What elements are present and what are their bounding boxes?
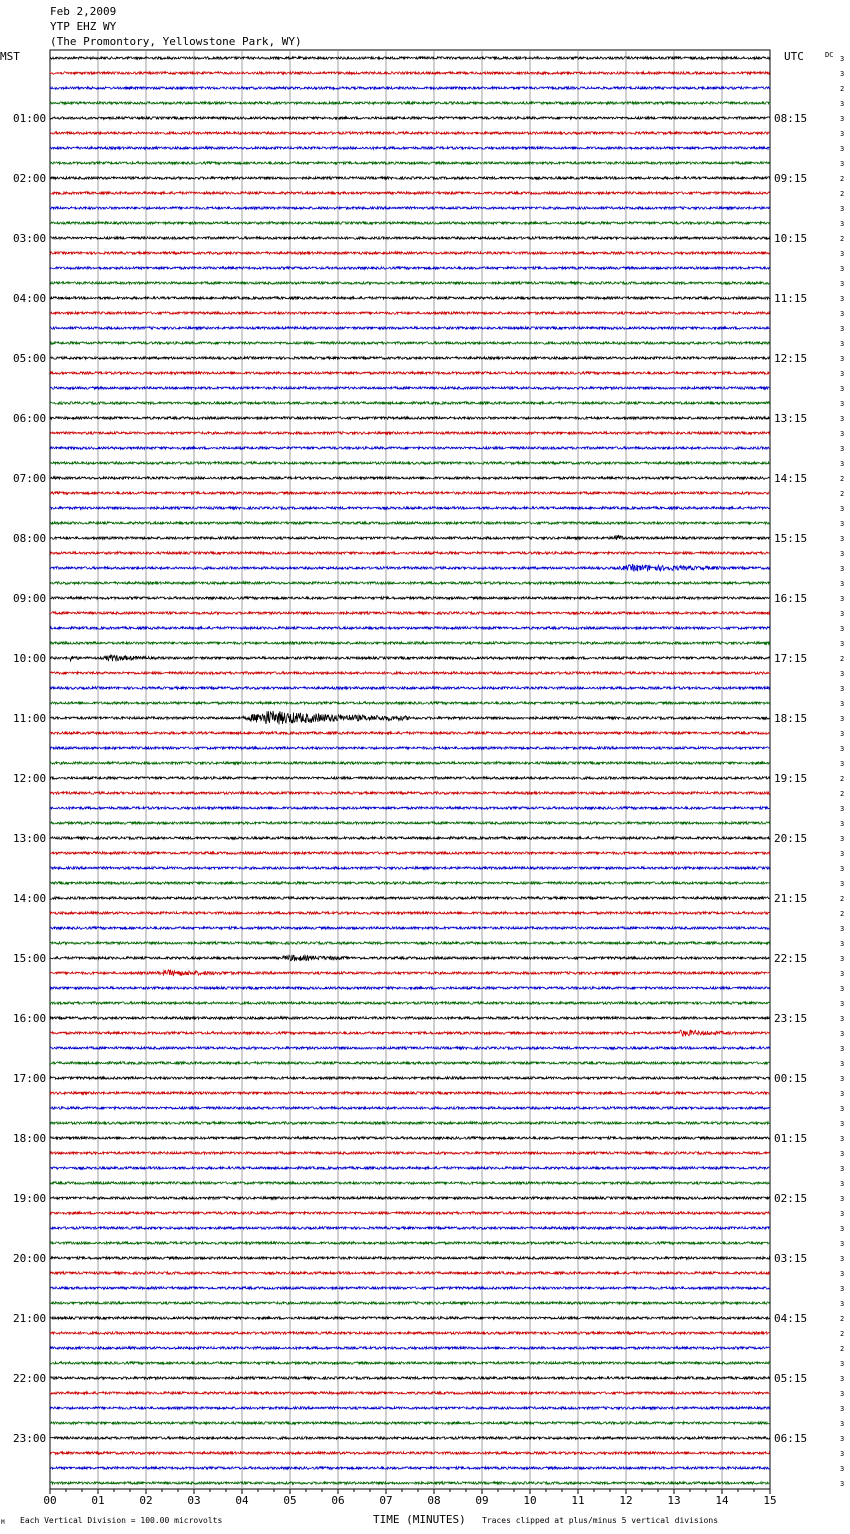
seismic-trace: [50, 342, 770, 345]
seismic-trace: [50, 402, 770, 405]
dc-offset-value: 2: [840, 910, 845, 918]
seismic-trace: [50, 177, 770, 180]
dc-offset-value: 3: [840, 550, 845, 558]
dc-offset-value: 3: [840, 310, 845, 318]
dc-offset-value: 3: [840, 430, 845, 438]
utc-hour-label: 23:15: [774, 1012, 808, 1025]
seismic-trace: [50, 147, 770, 150]
utc-hour-label: 19:15: [774, 772, 808, 785]
utc-hour-label: 13:15: [774, 412, 808, 425]
seismic-trace: [50, 1272, 770, 1275]
dc-offset-value: 3: [840, 250, 845, 258]
seismic-trace: [50, 1197, 770, 1200]
dc-offset-value: 3: [840, 985, 845, 993]
utc-hour-label: 14:15: [774, 472, 808, 485]
seismic-trace: [50, 672, 770, 675]
seismic-trace: [50, 162, 770, 165]
dc-offset-value: 3: [840, 160, 845, 168]
dc-offset-value: 3: [840, 1405, 845, 1413]
dc-offset-value: 3: [840, 1480, 845, 1488]
dc-offset-value: 3: [840, 205, 845, 213]
seismic-trace: [50, 1122, 770, 1125]
seismic-trace: [50, 867, 770, 870]
seismic-trace: [50, 597, 770, 600]
dc-offset-value: 3: [840, 1165, 845, 1173]
seismic-trace: [50, 1047, 770, 1050]
seismic-trace: [50, 822, 770, 825]
seismic-trace: [50, 207, 770, 210]
dc-offset-value: 3: [840, 1135, 845, 1143]
mst-hour-label: 01:00: [13, 112, 47, 125]
seismic-trace: [50, 87, 770, 90]
utc-hour-label: 05:15: [774, 1372, 808, 1385]
utc-hour-label: 11:15: [774, 292, 808, 305]
seismic-trace: [50, 1347, 770, 1350]
seismic-trace: [50, 1092, 770, 1095]
dc-offset-value: 3: [840, 1075, 845, 1083]
dc-offset-value: 3: [840, 685, 845, 693]
seismic-trace: [50, 762, 770, 765]
seismic-trace: [50, 507, 770, 510]
x-axis-title: TIME (MINUTES): [373, 1513, 466, 1526]
mst-hour-label: 15:00: [13, 952, 47, 965]
utc-hour-label: 00:15: [774, 1072, 808, 1085]
dc-offset-value: 2: [840, 175, 845, 183]
dc-offset-value: 3: [840, 835, 845, 843]
x-tick-label: 03: [187, 1494, 201, 1507]
x-tick-label: 02: [139, 1494, 153, 1507]
seismic-trace: [50, 897, 770, 900]
mst-hour-label: 04:00: [13, 292, 47, 305]
dc-offset-value: 3: [840, 1390, 845, 1398]
dc-offset-value: 3: [840, 1450, 845, 1458]
dc-offset-value: 3: [840, 805, 845, 813]
utc-hour-label: 12:15: [774, 352, 808, 365]
dc-offset-value: 3: [840, 850, 845, 858]
dc-offset-value: 3: [840, 115, 845, 123]
utc-label: UTC: [784, 50, 804, 63]
dc-offset-value: 3: [840, 220, 845, 228]
dc-offset-value: 3: [840, 535, 845, 543]
mst-hour-label: 06:00: [13, 412, 47, 425]
seismic-trace: [50, 1227, 770, 1230]
dc-offset-value: 3: [840, 745, 845, 753]
dc-offset-value: 3: [840, 970, 845, 978]
dc-offset-value: 3: [840, 370, 845, 378]
dc-offset-value: 3: [840, 295, 845, 303]
mst-hour-label: 12:00: [13, 772, 47, 785]
corner-mark: M: [1, 1519, 5, 1526]
seismic-trace: [50, 372, 770, 375]
dc-offset-value: 3: [840, 1300, 845, 1308]
mst-hour-label: 09:00: [13, 592, 47, 605]
dc-offset-value: 3: [840, 325, 845, 333]
seismic-trace: [50, 1452, 770, 1455]
seismic-trace: [50, 267, 770, 270]
dc-offset-value: 3: [840, 55, 845, 63]
seismic-trace: [50, 912, 770, 915]
seismic-trace: [50, 237, 770, 240]
mst-hour-label: 20:00: [13, 1252, 47, 1265]
mst-hour-label: 18:00: [13, 1132, 47, 1145]
seismic-trace: [50, 792, 770, 795]
seismic-trace: [50, 1422, 770, 1424]
dc-offset-value: 3: [840, 460, 845, 468]
utc-hour-label: 04:15: [774, 1312, 808, 1325]
utc-hour-label: 20:15: [774, 832, 808, 845]
dc-offset-value: 3: [840, 415, 845, 423]
seismic-trace: [50, 655, 770, 661]
seismic-trace: [50, 1257, 770, 1260]
mst-hour-label: 03:00: [13, 232, 47, 245]
mst-hour-label: 16:00: [13, 1012, 47, 1025]
x-tick-label: 10: [523, 1494, 537, 1507]
seismic-trace: [50, 1167, 770, 1170]
seismic-trace: [50, 564, 770, 571]
dc-offset-value: 2: [840, 1315, 845, 1323]
seismic-trace: [50, 1302, 770, 1305]
dc-offset-value: 3: [840, 940, 845, 948]
x-tick-label: 14: [715, 1494, 729, 1507]
dc-offset-value: 3: [840, 865, 845, 873]
seismic-trace: [50, 132, 770, 135]
dc-offset-value: 3: [840, 1435, 845, 1443]
dc-offset-value: 3: [840, 1375, 845, 1383]
dc-offset-value: 3: [840, 1030, 845, 1038]
dc-offset-value: 3: [840, 730, 845, 738]
seismic-trace: [50, 642, 770, 645]
mst-hour-label: 05:00: [13, 352, 47, 365]
dc-offset-value: 2: [840, 85, 845, 93]
seismic-trace: [50, 1392, 770, 1395]
utc-hour-label: 02:15: [774, 1192, 808, 1205]
seismic-trace: [50, 955, 770, 961]
seismic-trace: [50, 1030, 770, 1036]
seismic-trace: [50, 852, 770, 855]
dc-offset-value: 3: [840, 130, 845, 138]
x-tick-label: 13: [667, 1494, 681, 1507]
utc-hour-label: 01:15: [774, 1132, 808, 1145]
seismic-trace: [50, 1212, 770, 1215]
x-tick-label: 07: [379, 1494, 393, 1507]
dc-offset-value: 3: [840, 1420, 845, 1428]
mst-hour-label: 11:00: [13, 712, 47, 725]
x-tick-label: 08: [427, 1494, 441, 1507]
dc-offset-value: 2: [840, 895, 845, 903]
seismic-trace: [50, 1152, 770, 1155]
seismic-trace: [50, 357, 770, 360]
clip-note: Traces clipped at plus/minus 5 vertical divisions: [482, 1516, 719, 1525]
seismic-trace: [50, 117, 770, 119]
seismic-trace: [50, 1137, 770, 1140]
dc-offset-value: 3: [840, 955, 845, 963]
seismic-trace: [50, 447, 770, 450]
dc-offset-value: 3: [840, 1270, 845, 1278]
dc-offset-value: 3: [840, 1090, 845, 1098]
dc-offset-value: 3: [840, 1120, 845, 1128]
seismic-trace: [50, 57, 770, 60]
seismic-trace: [50, 987, 770, 989]
dc-offset-value: 3: [840, 625, 845, 633]
dc-offset-value: 2: [840, 1330, 845, 1338]
mst-hour-label: 17:00: [13, 1072, 47, 1085]
seismic-trace: [50, 627, 770, 630]
dc-offset-value: 3: [840, 820, 845, 828]
seismic-trace: [50, 535, 770, 540]
dc-offset-value: 3: [840, 100, 845, 108]
dc-offset-value: 2: [840, 190, 845, 198]
utc-hour-label: 03:15: [774, 1252, 808, 1265]
dc-offset-value: 2: [840, 790, 845, 798]
utc-hour-label: 18:15: [774, 712, 808, 725]
seismic-trace: [50, 462, 770, 465]
seismic-trace: [50, 312, 770, 315]
seismic-trace: [50, 102, 770, 105]
mst-label: MST: [0, 50, 20, 63]
utc-hour-label: 06:15: [774, 1432, 808, 1445]
utc-hour-label: 15:15: [774, 532, 808, 545]
scale-note: Each Vertical Division = 100.00 microvolts: [20, 1516, 223, 1525]
seismic-trace: [50, 1317, 770, 1320]
seismic-trace: [50, 1407, 770, 1410]
seismic-trace: [50, 282, 770, 285]
dc-offset-value: 3: [840, 595, 845, 603]
dc-label: DC: [825, 51, 834, 59]
x-tick-label: 01: [91, 1494, 105, 1507]
seismic-trace: [50, 612, 770, 615]
dc-offset-value: 3: [840, 1285, 845, 1293]
mst-hour-label: 22:00: [13, 1372, 47, 1385]
dc-offset-value: 3: [840, 1465, 845, 1473]
seismic-trace: [50, 702, 770, 705]
dc-offset-value: 3: [840, 1060, 845, 1068]
seismic-trace: [50, 732, 770, 735]
dc-offset-value: 3: [840, 280, 845, 288]
dc-offset-value: 3: [840, 1210, 845, 1218]
utc-hour-label: 22:15: [774, 952, 808, 965]
dc-offset-value: 3: [840, 340, 845, 348]
dc-offset-value: 3: [840, 1150, 845, 1158]
dc-offset-value: 3: [840, 505, 845, 513]
seismic-trace: [50, 687, 770, 690]
x-tick-label: 09: [475, 1494, 489, 1507]
location-label: (The Promontory, Yellowstone Park, WY): [50, 35, 302, 48]
dc-offset-value: 3: [840, 1045, 845, 1053]
dc-offset-value: 3: [840, 520, 845, 528]
dc-offset-value: 3: [840, 610, 845, 618]
dc-offset-value: 3: [840, 565, 845, 573]
mst-hour-label: 14:00: [13, 892, 47, 905]
dc-offset-value: 2: [840, 490, 845, 498]
seismic-trace: [50, 582, 770, 585]
dc-offset-value: 2: [840, 655, 845, 663]
x-tick-label: 04: [235, 1494, 249, 1507]
seismic-trace: [50, 297, 770, 300]
dc-offset-value: 3: [840, 1180, 845, 1188]
seismic-trace: [50, 552, 770, 554]
dc-offset-value: 3: [840, 1000, 845, 1008]
x-tick-label: 15: [763, 1494, 777, 1507]
seismic-trace: [50, 492, 770, 495]
seismic-trace: [50, 1482, 770, 1485]
seismic-trace: [50, 1437, 770, 1440]
seismic-trace: [50, 222, 770, 225]
dc-offset-value: 3: [840, 715, 845, 723]
seismic-trace: [50, 417, 770, 420]
dc-offset-value: 3: [840, 1105, 845, 1113]
dc-offset-value: 3: [840, 700, 845, 708]
mst-hour-label: 08:00: [13, 532, 47, 545]
seismic-trace: [50, 1017, 770, 1020]
dc-offset-value: 3: [840, 640, 845, 648]
dc-offset-value: 2: [840, 1345, 845, 1353]
dc-offset-value: 3: [840, 400, 845, 408]
mst-hour-label: 13:00: [13, 832, 47, 845]
seismic-trace: [50, 1287, 770, 1290]
dc-offset-value: 3: [840, 1225, 845, 1233]
x-tick-label: 12: [619, 1494, 633, 1507]
seismic-trace: [50, 807, 770, 810]
seismic-trace: [50, 192, 770, 195]
seismic-trace: [50, 1107, 770, 1110]
seismic-trace: [50, 522, 770, 525]
dc-offset-value: 2: [840, 235, 845, 243]
seismic-trace: [50, 1062, 770, 1065]
dc-offset-value: 3: [840, 445, 845, 453]
seismic-trace: [50, 1182, 770, 1185]
dc-offset-value: 3: [840, 1360, 845, 1368]
seismic-trace: [50, 942, 770, 945]
dc-offset-value: 3: [840, 70, 845, 78]
mst-hour-label: 07:00: [13, 472, 47, 485]
x-tick-label: 06: [331, 1494, 345, 1507]
mst-hour-label: 19:00: [13, 1192, 47, 1205]
dc-offset-value: 2: [840, 775, 845, 783]
dc-offset-value: 3: [840, 265, 845, 273]
seismic-trace: [50, 970, 770, 976]
mst-hour-label: 02:00: [13, 172, 47, 185]
seismic-trace: [50, 777, 770, 780]
utc-hour-label: 09:15: [774, 172, 808, 185]
seismic-trace: [50, 72, 770, 75]
dc-offset-value: 3: [840, 670, 845, 678]
seismic-trace: [50, 1467, 770, 1470]
dc-offset-value: 3: [840, 760, 845, 768]
mst-hour-label: 10:00: [13, 652, 47, 665]
dc-offset-value: 3: [840, 580, 845, 588]
dc-offset-value: 3: [840, 880, 845, 888]
x-tick-label: 11: [571, 1494, 585, 1507]
mst-hour-label: 23:00: [13, 1432, 47, 1445]
dc-offset-value: 3: [840, 1195, 845, 1203]
dc-offset-value: 3: [840, 145, 845, 153]
x-tick-label: 05: [283, 1494, 297, 1507]
seismic-trace: [50, 747, 770, 750]
seismic-trace: [50, 1362, 770, 1365]
dc-offset-value: 3: [840, 1015, 845, 1023]
seismic-trace: [50, 1332, 770, 1335]
seismic-trace: [50, 1002, 770, 1005]
dc-offset-value: 3: [840, 385, 845, 393]
seismic-trace: [50, 432, 770, 435]
seismic-trace: [50, 927, 770, 930]
utc-hour-label: 16:15: [774, 592, 808, 605]
dc-offset-value: 3: [840, 925, 845, 933]
seismic-trace: [50, 477, 770, 480]
utc-hour-label: 10:15: [774, 232, 808, 245]
seismic-trace: [50, 711, 770, 725]
seismic-trace: [50, 882, 770, 885]
dc-offset-value: 3: [840, 1240, 845, 1248]
utc-hour-label: 08:15: [774, 112, 808, 125]
mst-hour-label: 21:00: [13, 1312, 47, 1325]
station-label: YTP EHZ WY: [50, 20, 117, 33]
date-label: Feb 2,2009: [50, 5, 117, 18]
dc-offset-value: 3: [840, 355, 845, 363]
seismic-trace: [50, 1377, 770, 1380]
seismic-trace: [50, 252, 770, 255]
seismic-trace: [50, 327, 770, 330]
dc-offset-value: 2: [840, 475, 845, 483]
utc-hour-label: 21:15: [774, 892, 808, 905]
utc-hour-label: 17:15: [774, 652, 808, 665]
seismic-trace: [50, 387, 770, 390]
seismic-trace: [50, 1242, 770, 1245]
seismic-trace: [50, 837, 770, 840]
dc-offset-value: 3: [840, 1255, 845, 1263]
x-tick-label: 00: [43, 1494, 57, 1507]
seismic-trace: [50, 1077, 770, 1080]
